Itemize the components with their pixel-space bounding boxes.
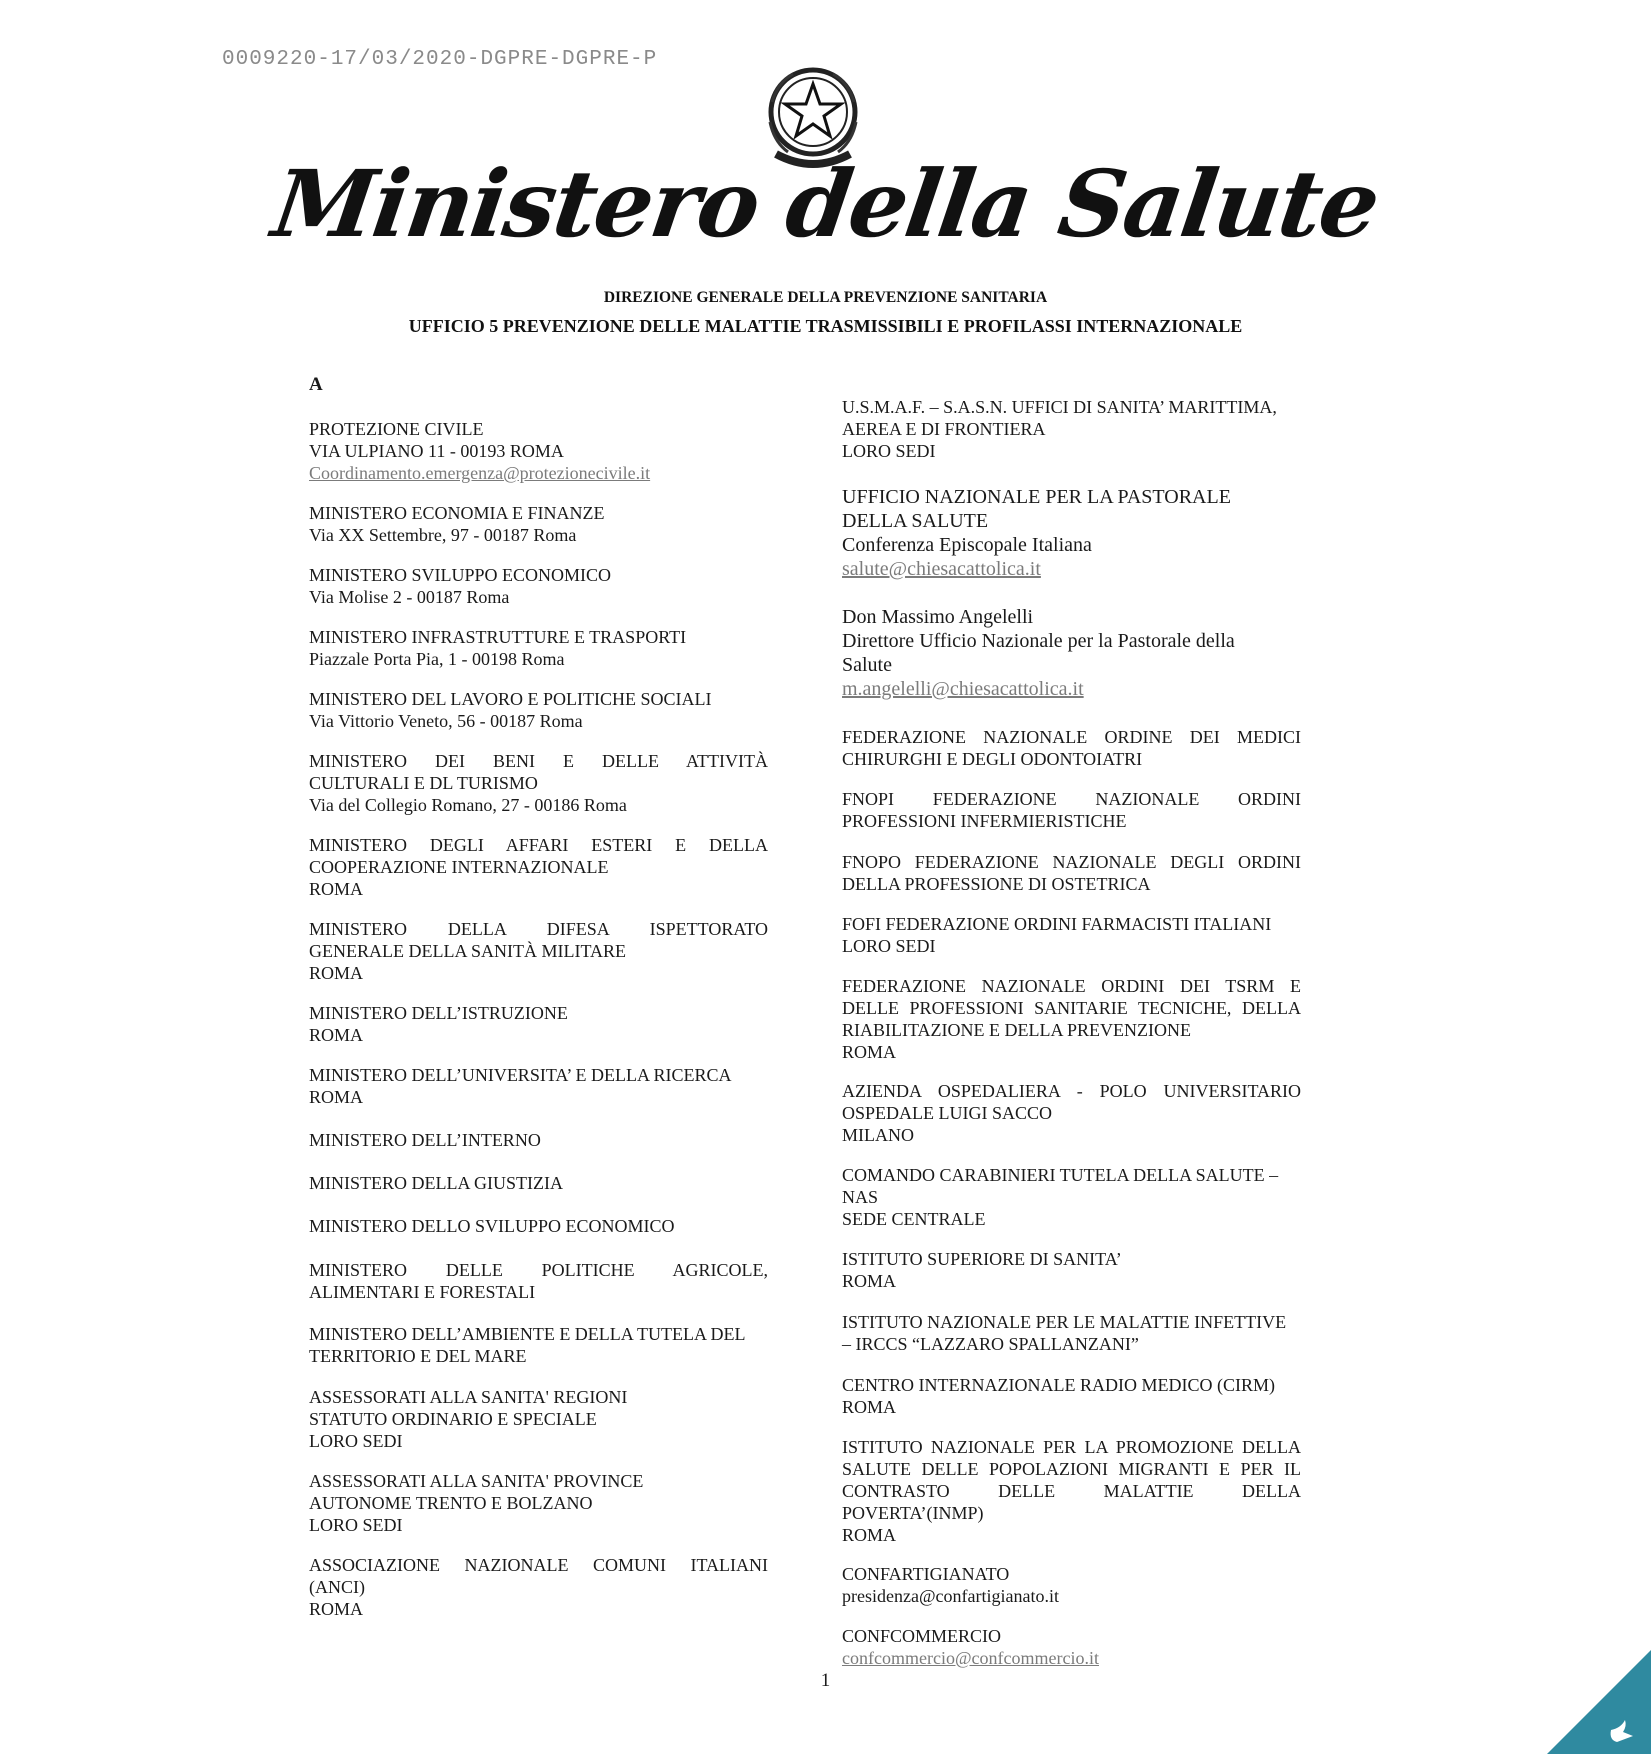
recipient-regioni xyxy=(309,1386,768,1452)
recipient-name-cont: CONTRASTO DELLE MALATTIE DELLA xyxy=(842,1481,1301,1501)
recipient-tsrm xyxy=(842,975,1301,1063)
protocol-number: 0009220-17/03/2020-DGPRE-DGPRE-P xyxy=(222,48,658,71)
recipient-name: FOFI FEDERAZIONE ORDINI FARMACISTI ITALIANI xyxy=(842,914,1272,934)
recipient-confcommercio xyxy=(842,1625,1301,1669)
recipient-name: MINISTERO DELL’AMBIENTE E DELLA TUTELA DEL xyxy=(309,1324,746,1344)
recipient-sacco xyxy=(842,1080,1301,1146)
recipient-city: SEDE CENTRALE xyxy=(842,1209,986,1229)
recipient-name-cont: POVERTA’(INMP) xyxy=(842,1503,984,1523)
recipient-name: MINISTERO DELLE POLITICHE AGRICOLE, xyxy=(309,1260,768,1280)
recipient-fofi xyxy=(842,913,1301,957)
recipient-name: MINISTERO DEL LAVORO E POLITICHE SOCIALI xyxy=(309,689,712,709)
recipient-nas xyxy=(842,1164,1301,1230)
recipient-city: ROMA xyxy=(309,1087,364,1107)
recipient-name-cont: TERRITORIO E DEL MARE xyxy=(309,1346,527,1366)
recipients-label: A xyxy=(309,374,323,395)
recipient-name: ASSESSORATI ALLA SANITA' PROVINCE xyxy=(309,1471,644,1491)
email-link[interactable]: confcommercio@confcommercio.it xyxy=(842,1648,1099,1668)
recipient-name: CONFCOMMERCIO xyxy=(842,1626,1002,1646)
recipient-city: MILANO xyxy=(842,1125,914,1145)
recipient-mise xyxy=(309,564,768,608)
recipient-city: ROMA xyxy=(842,1042,897,1062)
recipient-name: MINISTERO DELLO SVILUPPO ECONOMICO xyxy=(309,1216,675,1236)
recipient-name-cont: – IRCCS “LAZZARO SPALLANZANI” xyxy=(842,1334,1139,1354)
recipient-city: ROMA xyxy=(309,1025,364,1045)
recipient-name: ASSESSORATI ALLA SANITA' REGIONI xyxy=(309,1387,628,1407)
recipient-spallanzani xyxy=(842,1311,1301,1355)
recipient-fnopi xyxy=(842,788,1301,832)
recipient-city: LORO SEDI xyxy=(309,1431,403,1451)
recipient-name-cont: GENERALE DELLA SANITÀ MILITARE xyxy=(309,941,627,961)
recipient-name-cont: AEREA E DI FRONTIERA xyxy=(842,419,1046,439)
recipient-email: presidenza@confartigianato.it xyxy=(842,1586,1059,1606)
recipient-pastorale xyxy=(842,485,1301,581)
recipient-name: MINISTERO DELLA DIFESA ISPETTORATO xyxy=(309,919,768,939)
recipient-istruzione xyxy=(309,1002,768,1046)
recipient-city: ROMA xyxy=(842,1271,897,1291)
recipient-name: CENTRO INTERNAZIONALE RADIO MEDICO (CIRM) xyxy=(842,1375,1275,1395)
office-heading: UFFICIO 5 PREVENZIONE DELLE MALATTIE TRASMISSIBILI E PROFILASSI INTERNAZIONALE xyxy=(408,316,1243,336)
recipient-lavoro xyxy=(309,688,768,732)
recipient-cirm xyxy=(842,1374,1301,1418)
email-link[interactable]: m.angelelli@chiesacattolica.it xyxy=(842,678,1084,700)
recipient-name: PROTEZIONE CIVILE xyxy=(309,419,484,439)
recipient-name-cont: SALUTE DELLE POPOLAZIONI MIGRANTI E PER IL xyxy=(842,1459,1301,1479)
recipient-name: MINISTERO DEI BENI E DELLE ATTIVITÀ xyxy=(309,751,768,771)
recipient-address: Via del Collegio Romano, 27 - 00186 Roma xyxy=(309,795,627,815)
recipient-name: MINISTERO INFRASTRUTTURE E TRASPORTI xyxy=(309,627,687,647)
recipient-name-cont: RIABILITAZIONE E DELLA PREVENZIONE xyxy=(842,1020,1191,1040)
recipient-usmaf xyxy=(842,396,1301,462)
recipient-beni-culturali xyxy=(309,750,768,816)
recipient-mef xyxy=(309,502,768,546)
recipient-fnomceo xyxy=(842,726,1301,770)
recipient-esteri xyxy=(309,834,768,900)
recipient-name: COMANDO CARABINIERI TUTELA DELLA SALUTE – xyxy=(842,1165,1279,1185)
recipient-city: ROMA xyxy=(309,1599,364,1619)
recipient-name-cont: PROFESSIONI INFERMIERISTICHE xyxy=(842,811,1127,831)
recipient-org: Conferenza Episcopale Italiana xyxy=(842,534,1092,556)
recipient-name-cont: CULTURALI E DL TURISMO xyxy=(309,773,538,793)
recipient-name: ISTITUTO NAZIONALE PER LE MALATTIE INFETTIVE xyxy=(842,1312,1287,1332)
recipient-name: FEDERAZIONE NAZIONALE ORDINI DEI TSRM E xyxy=(842,976,1301,996)
recipient-name: FNOPO FEDERAZIONE NAZIONALE DEGLI ORDINI xyxy=(842,852,1301,872)
recipient-sviluppo xyxy=(309,1215,768,1237)
recipient-role-cont: Salute xyxy=(842,654,892,676)
recipient-name: MINISTERO ECONOMIA E FINANZE xyxy=(309,503,605,523)
recipient-city: LORO SEDI xyxy=(309,1515,403,1535)
recipient-inmp xyxy=(842,1436,1301,1546)
recipient-fnopo xyxy=(842,851,1301,895)
recipient-name: U.S.M.A.F. – S.A.S.N. UFFICI DI SANITA’ MARITTIMA, xyxy=(842,397,1277,417)
recipient-city: LORO SEDI xyxy=(842,936,936,956)
recipient-address: Via Molise 2 - 00187 Roma xyxy=(309,587,510,607)
recipient-name: ASSOCIAZIONE NAZIONALE COMUNI ITALIANI xyxy=(309,1555,768,1575)
recipient-name-cont: CHIRURGHI E DEGLI ODONTOIATRI xyxy=(842,749,1143,769)
email-link[interactable]: Coordinamento.emergenza@protezionecivile.it xyxy=(309,463,651,483)
recipient-name-cont: DELLA PROFESSIONE DI OSTETRICA xyxy=(842,874,1151,894)
recipient-name: FEDERAZIONE NAZIONALE ORDINE DEI MEDICI xyxy=(842,727,1301,747)
recipient-name: ISTITUTO SUPERIORE DI SANITA’ xyxy=(842,1249,1122,1269)
recipient-province xyxy=(309,1470,768,1536)
recipient-name: CONFARTIGIANATO xyxy=(842,1564,1010,1584)
page-curl-corner-icon[interactable] xyxy=(1547,1650,1651,1754)
recipient-name: FNOPI FEDERAZIONE NAZIONALE ORDINI xyxy=(842,789,1301,809)
ministry-title: Ministero della Salute xyxy=(266,150,1385,258)
recipient-name: MINISTERO DELL’UNIVERSITA’ E DELLA RICERCA xyxy=(309,1065,732,1085)
recipient-mit xyxy=(309,626,768,670)
recipient-address: VIA ULPIANO 11 - 00193 ROMA xyxy=(309,441,564,461)
page-number: 1 xyxy=(820,1670,831,1691)
recipient-name-cont: ALIMENTARI E FORESTALI xyxy=(309,1282,536,1302)
recipient-agricole xyxy=(309,1259,768,1303)
recipient-city: ROMA xyxy=(842,1397,897,1417)
recipient-name-cont: NAS xyxy=(842,1187,879,1207)
recipient-protezione-civile xyxy=(309,418,768,484)
recipient-angelelli xyxy=(842,605,1301,701)
recipient-name: ISTITUTO NAZIONALE PER LA PROMOZIONE DELLA xyxy=(842,1437,1301,1457)
recipient-name-cont: (ANCI) xyxy=(309,1577,365,1597)
recipient-name: MINISTERO DELL’ISTRUZIONE xyxy=(309,1003,568,1023)
recipient-name: UFFICIO NAZIONALE PER LA PASTORALE xyxy=(842,486,1231,508)
recipient-iss xyxy=(842,1248,1301,1292)
recipient-city: ROMA xyxy=(842,1525,897,1545)
recipient-name-cont: DELLA SALUTE xyxy=(842,510,989,532)
recipient-name: Don Massimo Angelelli xyxy=(842,606,1034,628)
recipient-interno xyxy=(309,1129,768,1151)
recipient-address: Via XX Settembre, 97 - 00187 Roma xyxy=(309,525,577,545)
recipient-universita xyxy=(309,1064,768,1108)
recipient-name-cont: DELLE PROFESSIONI SANITARIE TECNICHE, DELLA xyxy=(842,998,1301,1018)
recipient-role: Direttore Ufficio Nazionale per la Pastorale della xyxy=(842,630,1235,652)
recipient-city: ROMA xyxy=(309,963,364,983)
recipient-city: ROMA xyxy=(309,879,364,899)
recipient-city: LORO SEDI xyxy=(842,441,936,461)
recipient-anci xyxy=(309,1554,768,1620)
recipient-difesa xyxy=(309,918,768,984)
recipient-address: Piazzale Porta Pia, 1 - 00198 Roma xyxy=(309,649,565,669)
department-heading: DIREZIONE GENERALE DELLA PREVENZIONE SANITARIA xyxy=(603,289,1048,306)
recipient-name: AZIENDA OSPEDALIERA - POLO UNIVERSITARIO xyxy=(842,1081,1301,1101)
recipient-name: MINISTERO DEGLI AFFARI ESTERI E DELLA xyxy=(309,835,768,855)
recipient-giustizia xyxy=(309,1172,768,1194)
recipient-name: MINISTERO DELL’INTERNO xyxy=(309,1130,541,1150)
recipient-name-cont: STATUTO ORDINARIO E SPECIALE xyxy=(309,1409,597,1429)
recipient-ambiente xyxy=(309,1323,768,1367)
recipient-name-cont: OSPEDALE LUIGI SACCO xyxy=(842,1103,1053,1123)
recipient-name-cont: COOPERAZIONE INTERNAZIONALE xyxy=(309,857,609,877)
recipient-address: Via Vittorio Veneto, 56 - 00187 Roma xyxy=(309,711,583,731)
email-link[interactable]: salute@chiesacattolica.it xyxy=(842,558,1041,580)
recipient-name-cont: AUTONOME TRENTO E BOLZANO xyxy=(309,1493,593,1513)
recipient-name: MINISTERO SVILUPPO ECONOMICO xyxy=(309,565,612,585)
recipient-name: MINISTERO DELLA GIUSTIZIA xyxy=(309,1173,563,1193)
recipient-confartigianato xyxy=(842,1563,1301,1607)
